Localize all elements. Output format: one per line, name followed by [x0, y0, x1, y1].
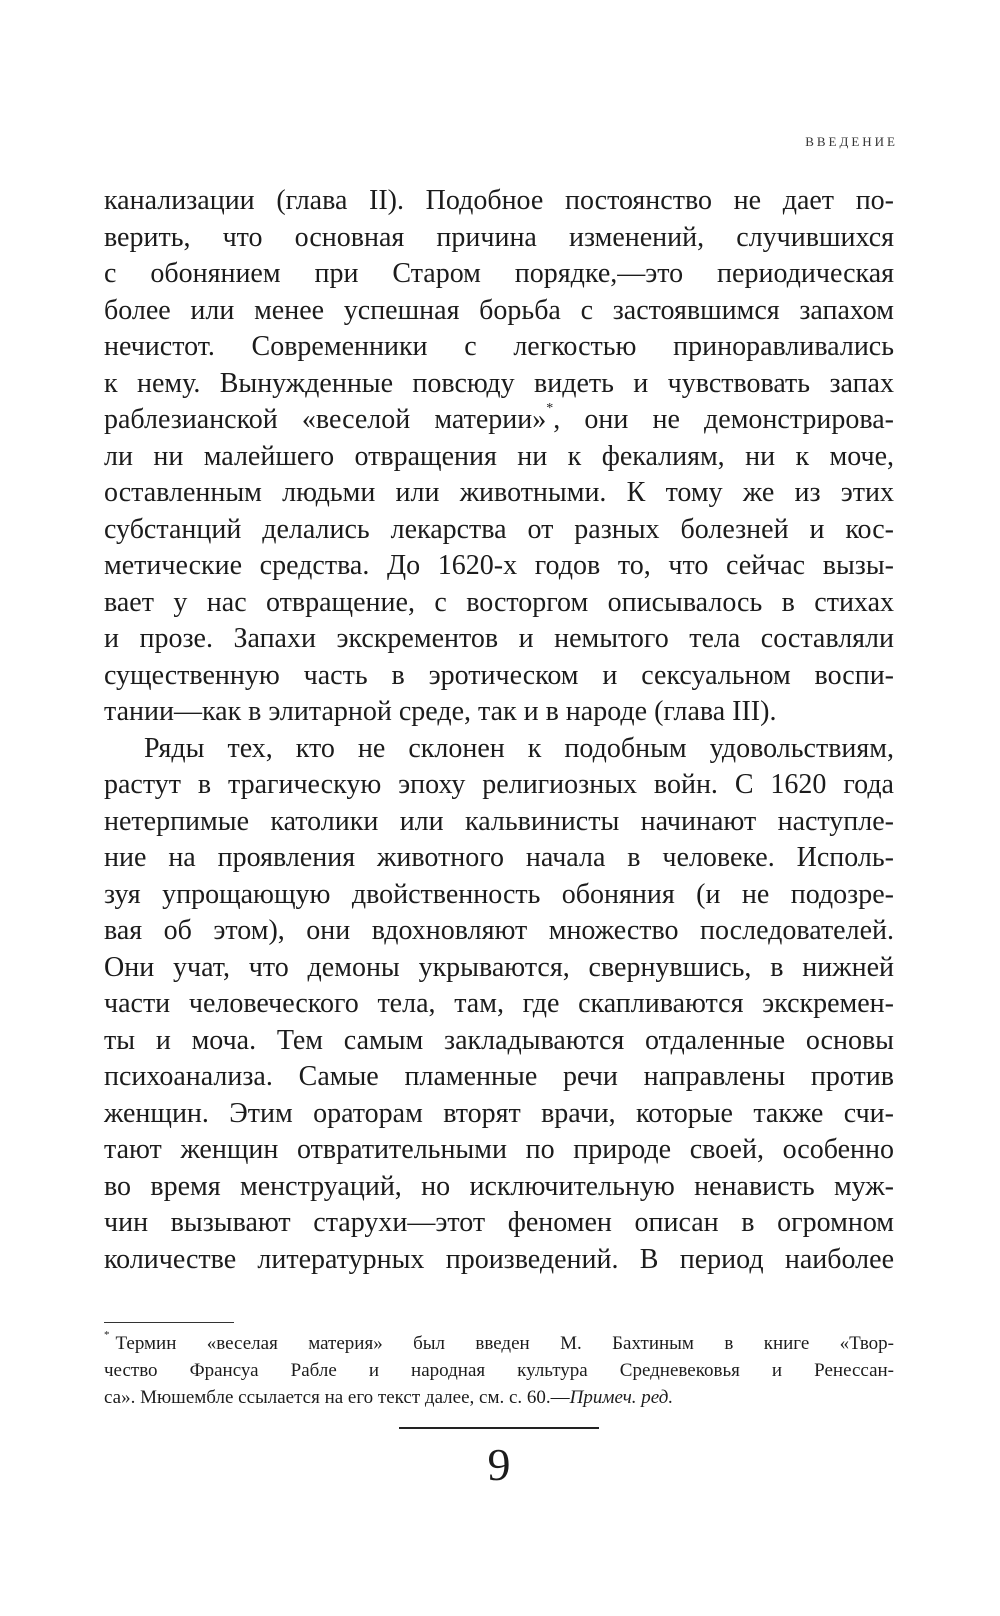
text-line: тании—как в элитарной среде, так и в народе (глава III). — [104, 696, 777, 727]
text-line: вает у нас отвращение, с восторгом описывалось в стихах — [104, 586, 894, 618]
text-line: тают женщин отвратительными по природе своей, особенно — [104, 1134, 894, 1165]
text-line: и прозе. Запахи экскрементов и немытого тела составляли — [104, 623, 894, 654]
text-line: нетерпимые католики или кальвинисты начинают наступле- — [104, 805, 894, 837]
body-text — [104, 183, 894, 1278]
footnote — [104, 1330, 894, 1411]
text-line: существенную часть в эротическом и сексуальном воспи- — [104, 659, 894, 691]
text-line: к нему. Вынужденные повсюду видеть и чувствовать запах — [104, 367, 894, 399]
text-line: растут в трагическую эпоху религиозных войн. С 1620 года — [104, 769, 894, 800]
footnote-marker: * — [104, 1329, 110, 1341]
page-number: 9 — [487, 1439, 511, 1490]
text-line: во время менструаций, но исключительную ненависть муж- — [104, 1170, 894, 1202]
running-head: ВВЕДЕНИЕ — [805, 134, 898, 149]
footnote-text: са». Мюшембле ссылается на его текст далее, см. с. 60.— — [104, 1387, 570, 1408]
footnote-marker: * — [546, 401, 554, 416]
text-line: Они учат, что демоны укрываются, свернувшись, в нижней — [104, 951, 894, 983]
footnote-divider — [104, 1322, 234, 1323]
text-line: чин вызывают старухи—этот феномен описан в огромном — [104, 1207, 894, 1238]
page-number-rule — [399, 1427, 599, 1429]
text-line: психоанализа. Самые пламенные речи направлены против — [104, 1061, 894, 1092]
text-line-with-footnote — [104, 402, 894, 439]
text-line: верить, что основная причина изменений, случившихся — [104, 221, 894, 253]
text-fragment: раблезианской «веселой материи» — [104, 404, 547, 435]
text-line: метические средства. До 1620-х годов то, что сейчас вызы- — [104, 550, 894, 581]
text-line: с обонянием при Старом порядке,—это периодическая — [104, 258, 894, 289]
text-line: ты и моча. Тем самым закладываются отдаленные основы — [104, 1024, 894, 1056]
footnote-line: чество Франсуа Рабле и народная культура Средневековья и Ренессан- — [104, 1360, 894, 1381]
footnote-line — [104, 1384, 894, 1411]
text-line: более или менее успешная борьба с застоявшимся запахом — [104, 294, 894, 326]
text-line: количестве литературных произведений. В период наиболее — [104, 1243, 894, 1275]
text-fragment: , они не демонстрирова- — [553, 404, 895, 435]
text-line: зуя упрощающую двойственность обоняния (и не подозре- — [104, 878, 894, 910]
text-line: ние на проявления животного начала в человеке. Исполь- — [104, 842, 894, 873]
text-line: вая об этом), они вдохновляют множество последователей. — [104, 915, 894, 946]
footnote-line — [104, 1330, 894, 1357]
text-line: оставленным людьми или животными. К тому же из этих — [104, 477, 894, 508]
text-line: субстанций делались лекарства от разных болезней и кос- — [104, 513, 894, 545]
text-line: ли ни малейшего отвращения ни к фекалиям, ни к моче, — [104, 440, 894, 472]
text-line: нечистот. Современники с легкостью приноравливались — [104, 331, 894, 362]
text-line: части человеческого тела, там, где скапливаются экскремен- — [104, 988, 894, 1019]
text-line: Ряды тех, кто не склонен к подобным удовольствиям, — [144, 732, 894, 764]
text-line: канализации (глава II). Подобное постоянство не дает по- — [104, 185, 894, 216]
text-line: женщин. Этим ораторам вторят врачи, которые также счи- — [104, 1097, 894, 1129]
footnote-text: Термин «веселая материя» был введен М. Бахтиным в книге «Твор- — [115, 1333, 894, 1354]
editor-note: Примеч. ред. — [569, 1387, 674, 1408]
